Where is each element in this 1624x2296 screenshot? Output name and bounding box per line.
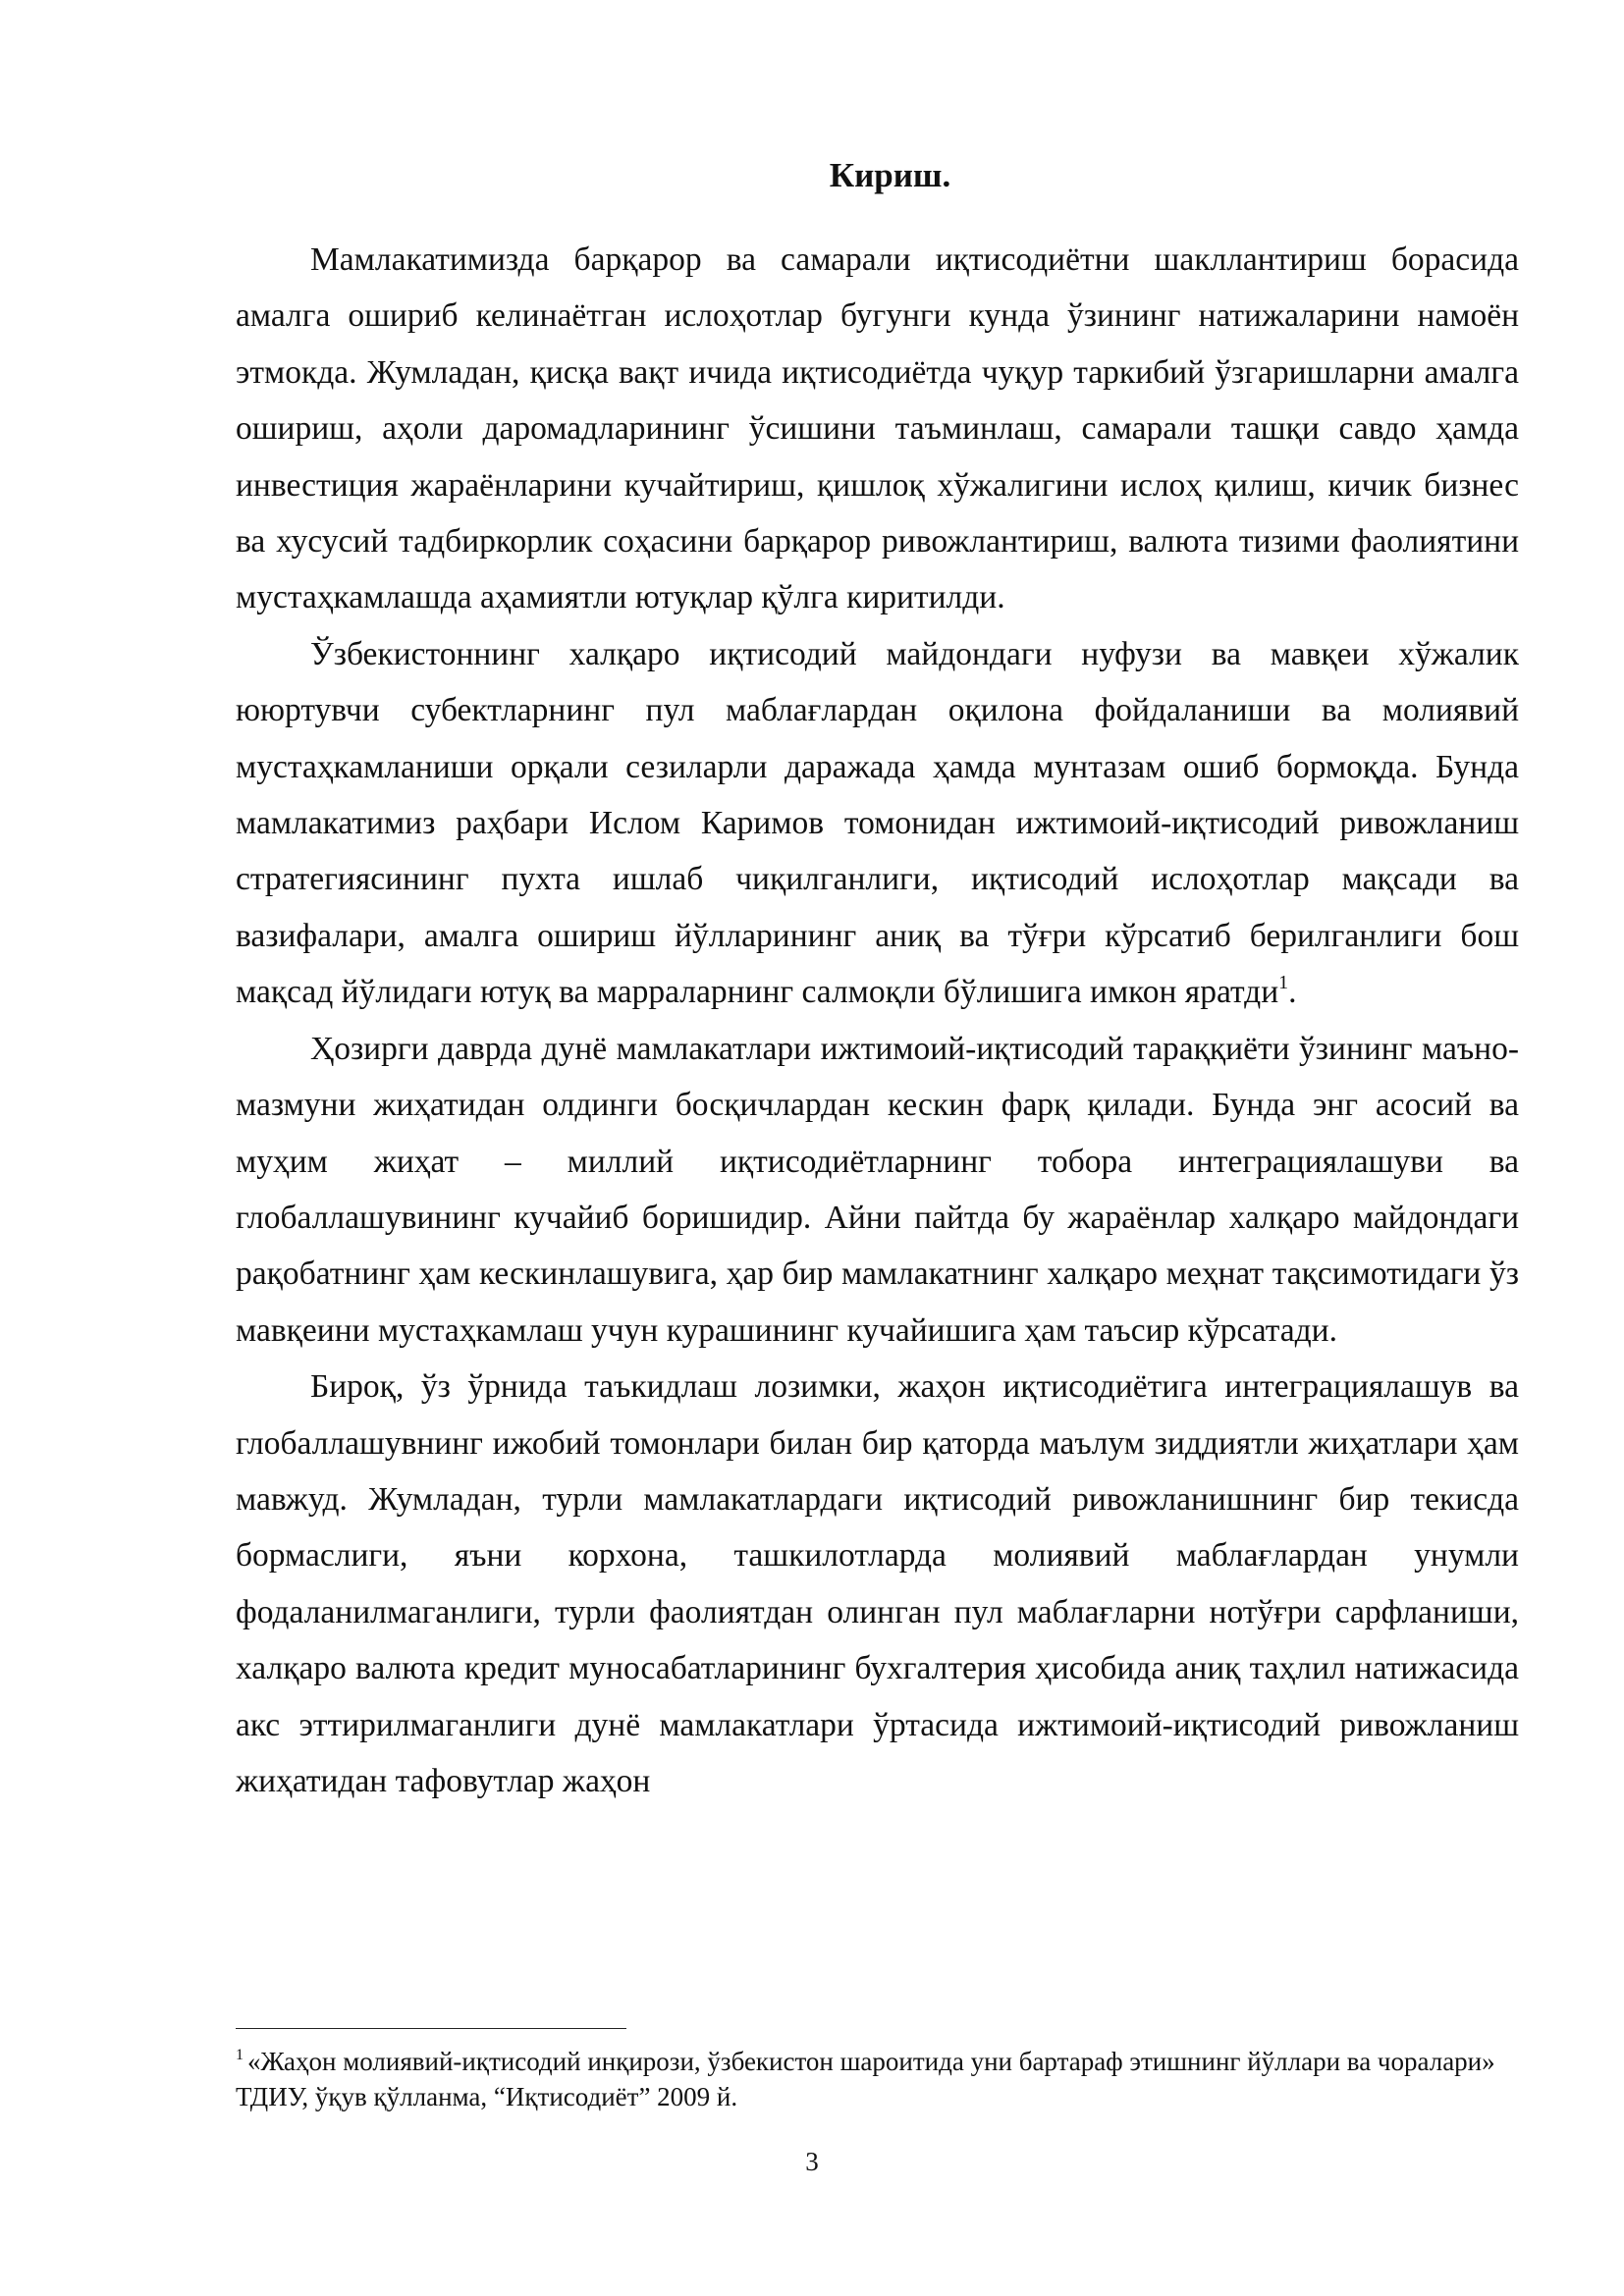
footnote <box>236 2044 1512 2114</box>
footnote-text: «Жаҳон молиявий-иқтисодий инқирози, ўзбекистон шароитида уни бартараф этишнинг йўллари ва чоралари» ТДИУ, ўқув қўлланма, “Иқтисодиёт” 2009 й. <box>236 2047 1495 2111</box>
paragraph-text: Ўзбекистоннинг халқаро иқтисодий майдондаги нуфузи ва мавқеи хўжалик ююртувчи субектларнинг пул маблағлардан оқилона фойдаланиши ва молиявий мустаҳкамланиши орқали сезиларли даражада ҳамда мунтазам ошиб бормоқда. Бунда мамлакатимиз раҳбари Ислом Каримов томонидан ижтимоий-иқтисодий ривожланиш стратегиясининг пухта ишлаб чиқилганлиги, иқтисодий ислоҳотлар мақсади ва вазифалари, амалга ошириш йўлларининг аниқ ва тўғри кўрсатиб берилганлиги бош мақсад йўлидаги ютуқ ва марраларнинг салмоқли бўлишига имкон яратди <box>236 635 1519 1011</box>
paragraph-end-punctuation: . <box>1288 974 1297 1011</box>
footnote-marker: 1 <box>236 2047 244 2063</box>
footnote-separator <box>236 2028 626 2029</box>
section-heading: Кириш. <box>829 156 951 194</box>
paragraph: Бироқ, ўз ўрнида таъкидлаш лозимки, жаҳон иқтисодиётига интеграциялашув ва глобаллашувнинг ижобий томонлари билан бир қаторда маълум зиддиятли жиҳатлари ҳам мавжуд. Жумладан, турли мамлакатлардаги иқтисодий ривожланишнинг бир текисда бормаслиги, яъни корхона, ташкилотларда молиявий маблағлардан унумли фодаланилмаганлиги, турли фаолиятдан олинган пул маблағларни нотўғри сарфланиши, халқаро валюта кредит муносабатларининг бухгалтерия ҳисобида аниқ таҳлил натижасида акс эттирилмаганлиги дунё мамлакатлари ўртасида ижтимоий-иқтисодий ривожланиш жиҳатидан тафовутлар жаҳон <box>236 1368 1519 1799</box>
page-number: 3 <box>805 2147 819 2176</box>
paragraph: Ҳозирги даврда дунё мамлакатлари ижтимоий-иқтисодий тараққиёти ўзининг маъно-мазмуни жиҳатидан олдинги босқичлардан кескин фарқ қилади. Бунда энг асосий ва муҳим жиҳат – миллий иқтисодиётларнинг тобора интеграциялашуви ва глобаллашувининг кучайиб боришидир. Айни пайтда бу жараёнлар халқаро майдондаги рақобатнинг ҳам кескинлашувига, ҳар бир мамлакатнинг халқаро меҳнат тақсимотидаги ўз мавқеини мустаҳкамлаш учун курашининг кучайишига ҳам таъсир кўрсатади. <box>236 1030 1519 1349</box>
footnote-reference[interactable]: 1 <box>1278 972 1289 994</box>
body-text <box>236 232 1519 1809</box>
paragraph: Мамлакатимизда барқарор ва самарали иқтисодиётни шакллантириш борасида амалга ошириб келинаётган ислоҳотлар бугунги кунда ўзининг натижаларини намоён этмокда. Жумладан, қисқа вақт ичида иқтисодиётда чуқур таркибий ўзгаришларни амалга ошириш, аҳоли даромадларининг ўсишини таъминлаш, самарали ташқи савдо ҳамда инвестиция жараёнларини кучайтириш, қишлоқ хўжалигини ислоҳ қилиш, кичик бизнес ва хусусий тадбиркорлик соҳасини барқарор ривожлантириш, валюта тизими фаолиятини мустаҳкамлашда аҳамиятли ютуқлар қўлга киритилди. <box>236 241 1519 616</box>
paragraph <box>236 626 1519 1021</box>
